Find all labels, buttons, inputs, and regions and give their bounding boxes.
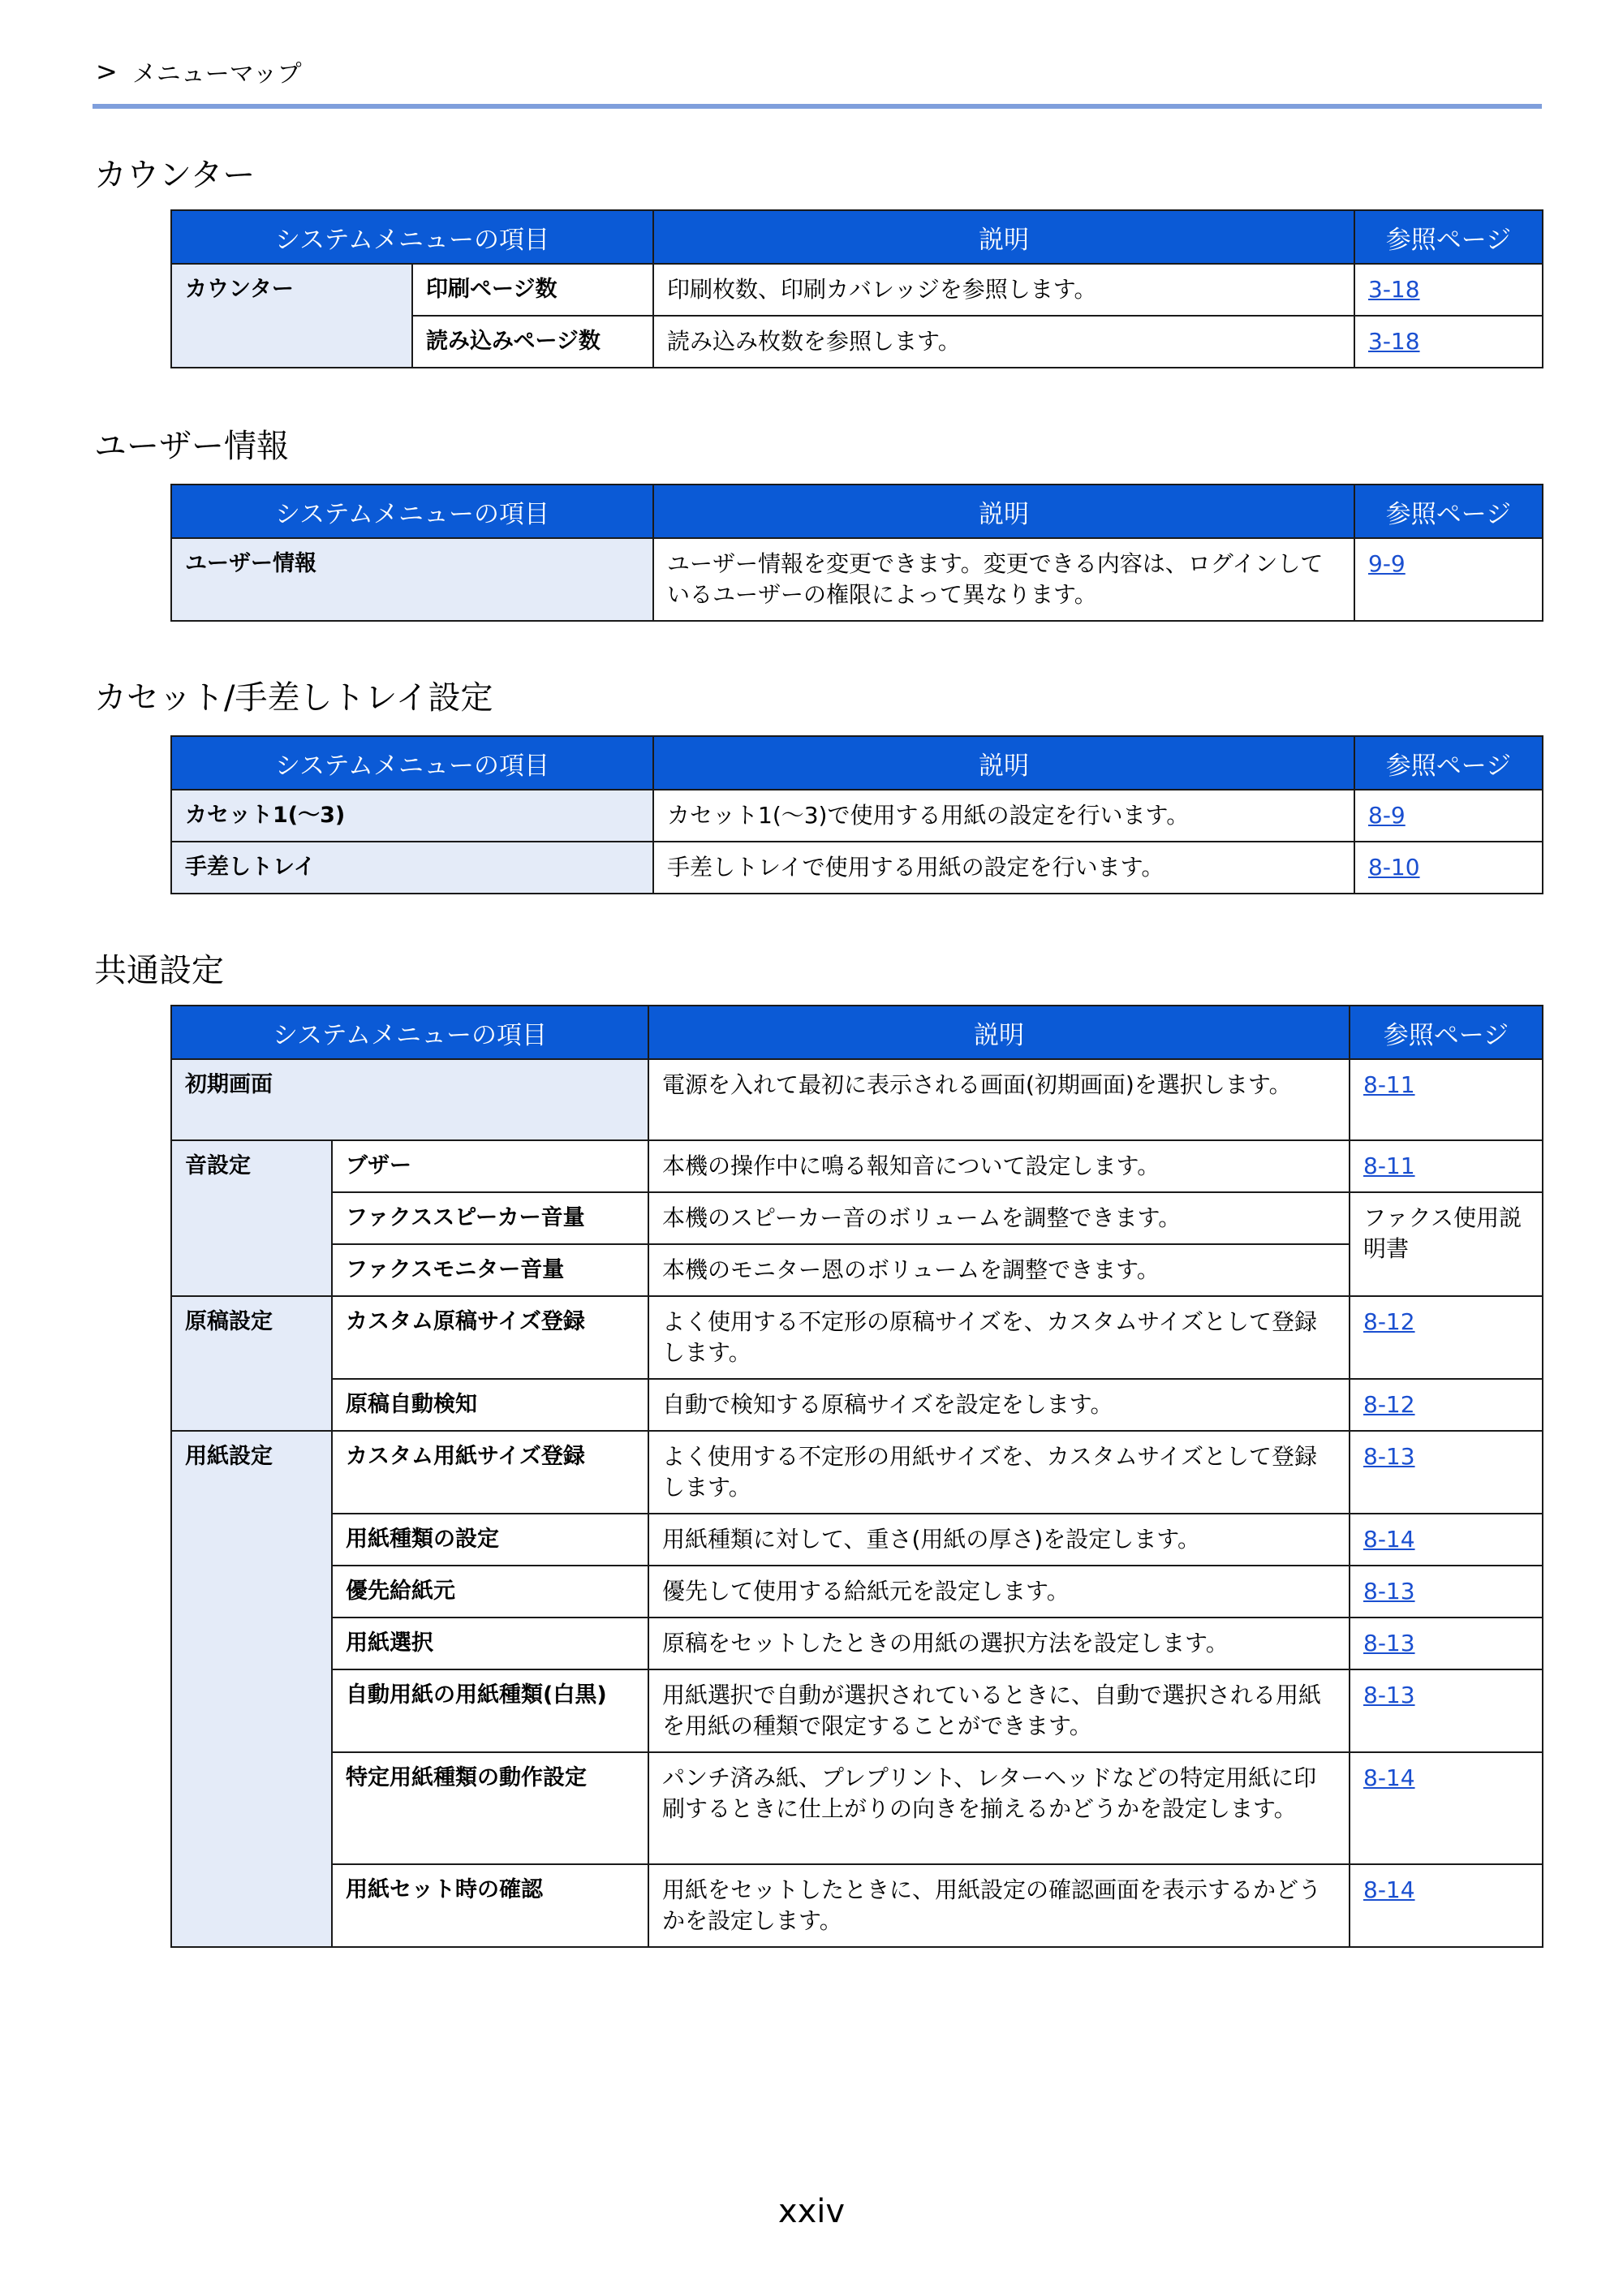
section-title-cassette: カセット/手差しトレイ設定 <box>94 679 493 717</box>
page-number: xxiv <box>777 2193 846 2230</box>
counter-table <box>170 209 1543 368</box>
section-title-user: ユーザー情報 <box>94 428 289 465</box>
table-row <box>171 1514 1543 1566</box>
desc-cell: 本機のモニター恩のボリュームを調整できます。 <box>648 1244 1350 1296</box>
item-cell: 手差しトレイ <box>171 842 653 894</box>
sub-item-cell: 自動用紙の用紙種類(白黒) <box>332 1669 648 1752</box>
header-ref: 参照ページ <box>1354 736 1543 790</box>
item-cell: カセット1(〜3) <box>171 790 653 842</box>
table-header <box>171 485 1543 538</box>
category-cell: 用紙設定 <box>171 1431 332 1947</box>
header-desc: 説明 <box>653 736 1354 790</box>
sub-item-cell: カスタム原稿サイズ登録 <box>332 1296 648 1379</box>
sub-item-cell: ファクススピーカー音量 <box>332 1192 648 1244</box>
ref-link[interactable]: 3-18 <box>1368 276 1420 303</box>
table-row <box>171 1140 1543 1192</box>
section-title-counter: カウンター <box>94 157 256 194</box>
desc-cell: 印刷枚数、印刷カバレッジを参照します。 <box>653 264 1354 316</box>
desc-cell: 原稿をセットしたときの用紙の選択方法を設定します。 <box>648 1618 1350 1669</box>
ref-link[interactable]: 3-18 <box>1368 328 1420 355</box>
ref-link[interactable]: 8-9 <box>1368 802 1406 829</box>
desc-cell: パンチ済み紙、プレプリント、レターヘッドなどの特定用紙に印刷するときに仕上がりの向きを揃えるかどうかを設定します。 <box>648 1752 1350 1864</box>
sub-item-cell: 読み込みページ数 <box>412 316 653 368</box>
header-item: システムメニューの項目 <box>171 736 653 790</box>
ref-link[interactable]: 8-13 <box>1363 1443 1415 1470</box>
table-row <box>171 1864 1543 1947</box>
sub-item-cell: 用紙セット時の確認 <box>332 1864 648 1947</box>
desc-cell: 自動で検知する原稿サイズを設定をします。 <box>648 1379 1350 1431</box>
sub-item-cell: 用紙種類の設定 <box>332 1514 648 1566</box>
desc-cell: 本機のスピーカー音のボリュームを調整できます。 <box>648 1192 1350 1244</box>
ref-link[interactable]: 8-14 <box>1363 1526 1415 1553</box>
ref-link[interactable]: 8-10 <box>1368 854 1420 881</box>
table-row <box>171 1431 1543 1514</box>
table-header <box>171 1006 1543 1059</box>
common-table <box>170 1005 1543 1948</box>
table-row <box>171 264 1543 316</box>
desc-cell: よく使用する不定形の原稿サイズを、カスタムサイズとして登録します。 <box>648 1296 1350 1379</box>
item-cell: ユーザー情報 <box>171 538 653 621</box>
table-row <box>171 1618 1543 1669</box>
sub-item-cell: 優先給紙元 <box>332 1566 648 1618</box>
item-cell: 初期画面 <box>171 1059 648 1140</box>
table-row <box>171 1296 1543 1379</box>
header-ref: 参照ページ <box>1350 1006 1543 1059</box>
header-ref: 参照ページ <box>1354 485 1543 538</box>
section-title-common: 共通設定 <box>94 952 224 989</box>
header-ref: 参照ページ <box>1354 210 1543 264</box>
desc-cell: よく使用する不定形の用紙サイズを、カスタムサイズとして登録します。 <box>648 1431 1350 1514</box>
ref-link[interactable]: 8-11 <box>1363 1152 1415 1179</box>
sub-item-cell: 用紙選択 <box>332 1618 648 1669</box>
sub-item-cell: ブザー <box>332 1140 648 1192</box>
table-row <box>171 1669 1543 1752</box>
table-row <box>171 1192 1543 1244</box>
ref-link[interactable]: 8-13 <box>1363 1578 1415 1605</box>
ref-link[interactable]: 8-14 <box>1363 1876 1415 1903</box>
category-cell: 音設定 <box>171 1140 332 1296</box>
ref-link[interactable]: 8-12 <box>1363 1391 1415 1418</box>
table-row <box>171 1244 1543 1296</box>
table-header <box>171 210 1543 264</box>
ref-link[interactable]: 8-14 <box>1363 1764 1415 1791</box>
header-desc: 説明 <box>648 1006 1350 1059</box>
fax-guide-ref: ファクス使用説明書 <box>1350 1192 1543 1296</box>
ref-link[interactable]: 8-11 <box>1363 1071 1415 1098</box>
desc-cell: 用紙種類に対して、重さ(用紙の厚さ)を設定します。 <box>648 1514 1350 1566</box>
sub-item-cell: カスタム用紙サイズ登録 <box>332 1431 648 1514</box>
desc-cell: ユーザー情報を変更できます。変更できる内容は、ログインしているユーザーの権限によって異なります。 <box>653 538 1354 621</box>
table-row <box>171 1752 1543 1864</box>
chevron-right-icon: > <box>96 56 118 87</box>
desc-cell: 本機の操作中に鳴る報知音について設定します。 <box>648 1140 1350 1192</box>
sub-item-cell: 原稿自動検知 <box>332 1379 648 1431</box>
sub-item-cell: 印刷ページ数 <box>412 264 653 316</box>
desc-cell: カセット1(〜3)で使用する用紙の設定を行います。 <box>653 790 1354 842</box>
breadcrumb-text: メニューマップ <box>131 60 302 88</box>
table-row <box>171 538 1543 621</box>
desc-cell: 電源を入れて最初に表示される画面(初期画面)を選択します。 <box>648 1059 1350 1140</box>
table-header <box>171 736 1543 790</box>
cassette-table <box>170 735 1543 894</box>
header-item: システムメニューの項目 <box>171 485 653 538</box>
sub-item-cell: ファクスモニター音量 <box>332 1244 648 1296</box>
desc-cell: 用紙選択で自動が選択されているときに、自動で選択される用紙を用紙の種類で限定することができます。 <box>648 1669 1350 1752</box>
table-row <box>171 790 1543 842</box>
category-cell: 原稿設定 <box>171 1296 332 1431</box>
table-row <box>171 842 1543 894</box>
sub-item-cell: 特定用紙種類の動作設定 <box>332 1752 648 1864</box>
ref-link[interactable]: 8-13 <box>1363 1630 1415 1656</box>
ref-link[interactable]: 8-12 <box>1363 1308 1415 1335</box>
ref-link[interactable]: 9-9 <box>1368 550 1406 577</box>
category-cell: カウンター <box>171 264 412 368</box>
header-desc: 説明 <box>653 210 1354 264</box>
table-row <box>171 1059 1543 1140</box>
header-rule <box>93 104 1542 109</box>
ref-link[interactable]: 8-13 <box>1363 1682 1415 1708</box>
desc-cell: 用紙をセットしたときに、用紙設定の確認画面を表示するかどうかを設定します。 <box>648 1864 1350 1947</box>
desc-cell: 手差しトレイで使用する用紙の設定を行います。 <box>653 842 1354 894</box>
header-item: システムメニューの項目 <box>171 210 653 264</box>
desc-cell: 優先して使用する給紙元を設定します。 <box>648 1566 1350 1618</box>
table-row <box>171 1566 1543 1618</box>
user-table <box>170 484 1543 622</box>
header-item: システムメニューの項目 <box>171 1006 648 1059</box>
table-row <box>171 1379 1543 1431</box>
breadcrumb <box>96 54 302 89</box>
desc-cell: 読み込み枚数を参照します。 <box>653 316 1354 368</box>
header-desc: 説明 <box>653 485 1354 538</box>
